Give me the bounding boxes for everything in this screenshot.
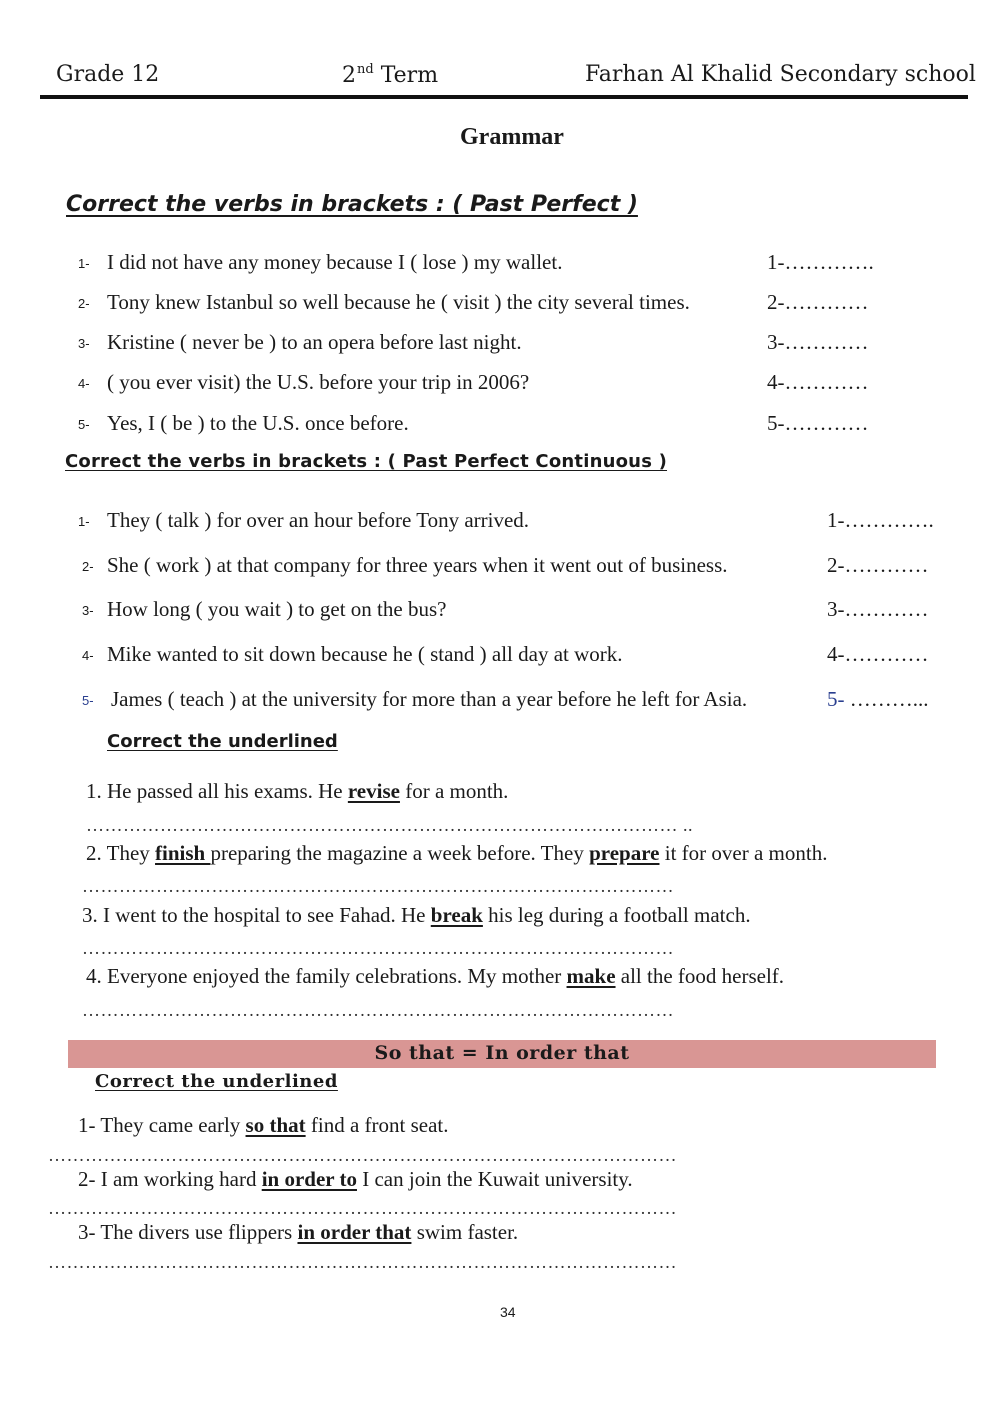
s4-item3-pre: 3- The divers use flippers [78, 1220, 298, 1244]
s1-item1-answer: 1-…………. [767, 250, 874, 274]
s3-item3-pre: 3. I went to the hospital to see Fahad. He [82, 903, 431, 927]
header-rule [40, 95, 968, 99]
s2-item5-answer [827, 687, 929, 712]
s2-item3-text: How long ( you wait ) to get on the bus? [107, 597, 447, 621]
s3-item2-mid: preparing the magazine a week before. They [210, 841, 590, 865]
s1-item2-answer: 2-………… [767, 290, 869, 314]
s3-item4 [86, 964, 784, 989]
so-that-band-title: So that = In order that [374, 1042, 630, 1064]
s3-item1-underlined: revise [347, 779, 400, 803]
s3-item2-underlined-1: finish [155, 841, 211, 865]
s3-item3-underlined: break [430, 903, 483, 927]
s4-item2 [78, 1167, 633, 1192]
page-number: 34 [500, 1304, 516, 1320]
s3-item3-answer-line: …………………………………………………………………………………… [82, 938, 674, 958]
s3-item1 [86, 779, 508, 804]
s2-item3-answer: 3-………… [827, 597, 929, 621]
s2-item4-number: 4- [82, 648, 94, 663]
s3-item1-answer-line: …………………………………………………………………………………… .. [86, 815, 693, 835]
term-superscript: nd [357, 62, 374, 77]
section4-heading: Correct the underlined [95, 1071, 338, 1092]
section1-heading: Correct the verbs in brackets : ( Past Perfect ) [66, 192, 638, 217]
header-term [342, 62, 438, 88]
s4-item3-underlined: in order that [297, 1220, 412, 1244]
s4-item2-post: I can join the Kuwait university. [356, 1167, 633, 1191]
s2-item5-answer-number: 5- [827, 687, 845, 711]
s4-item1-answer-line: ………………………………………………………………………………………… [48, 1145, 677, 1165]
s2-item2-answer: 2-………… [827, 553, 929, 577]
s3-item3-post: his leg during a football match. [482, 903, 751, 927]
s3-item1-pre: 1. He passed all his exams. He [86, 779, 348, 803]
s2-item4-text: Mike wanted to sit down because he ( stand ) all day at work. [107, 642, 623, 666]
header-school: Farhan Al Khalid Secondary school [585, 62, 976, 87]
term-word: Term [373, 63, 439, 88]
s1-item5-answer: 5-………… [767, 411, 869, 435]
section2-heading: Correct the verbs in brackets : ( Past Perfect Continuous ) [65, 451, 668, 472]
s4-item1-pre: 1- They came early [78, 1113, 246, 1137]
s2-item2-text: She ( work ) at that company for three years when it went out of business. [107, 553, 728, 577]
s3-item2 [86, 841, 827, 866]
s4-item1 [78, 1113, 449, 1138]
s1-item3-number: 3- [78, 336, 90, 351]
header-grade: Grade 12 [56, 62, 160, 87]
s3-item2-underlined-2: prepare [589, 841, 660, 865]
s2-item4-answer: 4-………… [827, 642, 929, 666]
s4-item1-post: find a front seat. [305, 1113, 449, 1137]
section3-heading: Correct the underlined [107, 731, 338, 752]
s2-item5-answer-dots: ………... [849, 687, 929, 711]
s1-item3-text: Kristine ( never be ) to an opera before last night. [107, 330, 522, 354]
s3-item4-underlined: make [566, 964, 616, 988]
s2-item1-number: 1- [78, 514, 90, 529]
page-title: Grammar [460, 124, 564, 150]
s4-item2-underlined: in order to [261, 1167, 357, 1191]
s3-item2-pre: 2. They [86, 841, 156, 865]
s2-item3-number: 3- [82, 603, 94, 618]
s3-item3 [82, 903, 751, 928]
s4-item3-answer-line: ………………………………………………………………………………………… [48, 1252, 677, 1272]
s3-item2-answer-line: …………………………………………………………………………………… [82, 876, 674, 896]
s2-item2-number: 2- [82, 559, 94, 574]
s3-item2-post: it for over a month. [659, 841, 828, 865]
s4-item2-answer-line: ………………………………………………………………………………………… [48, 1198, 677, 1218]
s1-item3-answer: 3-………… [767, 330, 869, 354]
s4-item3-post: swim faster. [411, 1220, 519, 1244]
s1-item4-answer: 4-………… [767, 370, 869, 394]
s3-item4-post: all the food herself. [615, 964, 785, 988]
s1-item4-text: ( you ever visit) the U.S. before your trip in 2006? [107, 370, 530, 394]
s4-item2-pre: 2- I am working hard [78, 1167, 262, 1191]
s2-item1-text: They ( talk ) for over an hour before Tony arrived. [107, 508, 530, 532]
s2-item1-answer: 1-…………. [827, 508, 934, 532]
s2-item5-number: 5- [82, 693, 94, 708]
s4-item1-underlined: so that [245, 1113, 306, 1137]
s3-item1-post: for a month. [399, 779, 509, 803]
s1-item1-text: I did not have any money because I ( lose ) my wallet. [107, 250, 563, 274]
s3-item4-pre: 4. Everyone enjoyed the family celebrations. My mother [86, 964, 567, 988]
s1-item2-number: 2- [78, 296, 90, 311]
s1-item1-number: 1- [78, 256, 90, 271]
s1-item5-text: Yes, I ( be ) to the U.S. once before. [107, 411, 409, 435]
s1-item4-number: 4- [78, 376, 90, 391]
s4-item3 [78, 1220, 518, 1245]
s1-item5-number: 5- [78, 417, 90, 432]
s2-item5-text: James ( teach ) at the university for more than a year before he left for Asia. [111, 687, 748, 711]
s3-item4-answer-line: …………………………………………………………………………………… [82, 1000, 674, 1020]
s1-item2-text: Tony knew Istanbul so well because he ( visit ) the city several times. [107, 290, 690, 314]
term-number: 2 [342, 63, 356, 88]
